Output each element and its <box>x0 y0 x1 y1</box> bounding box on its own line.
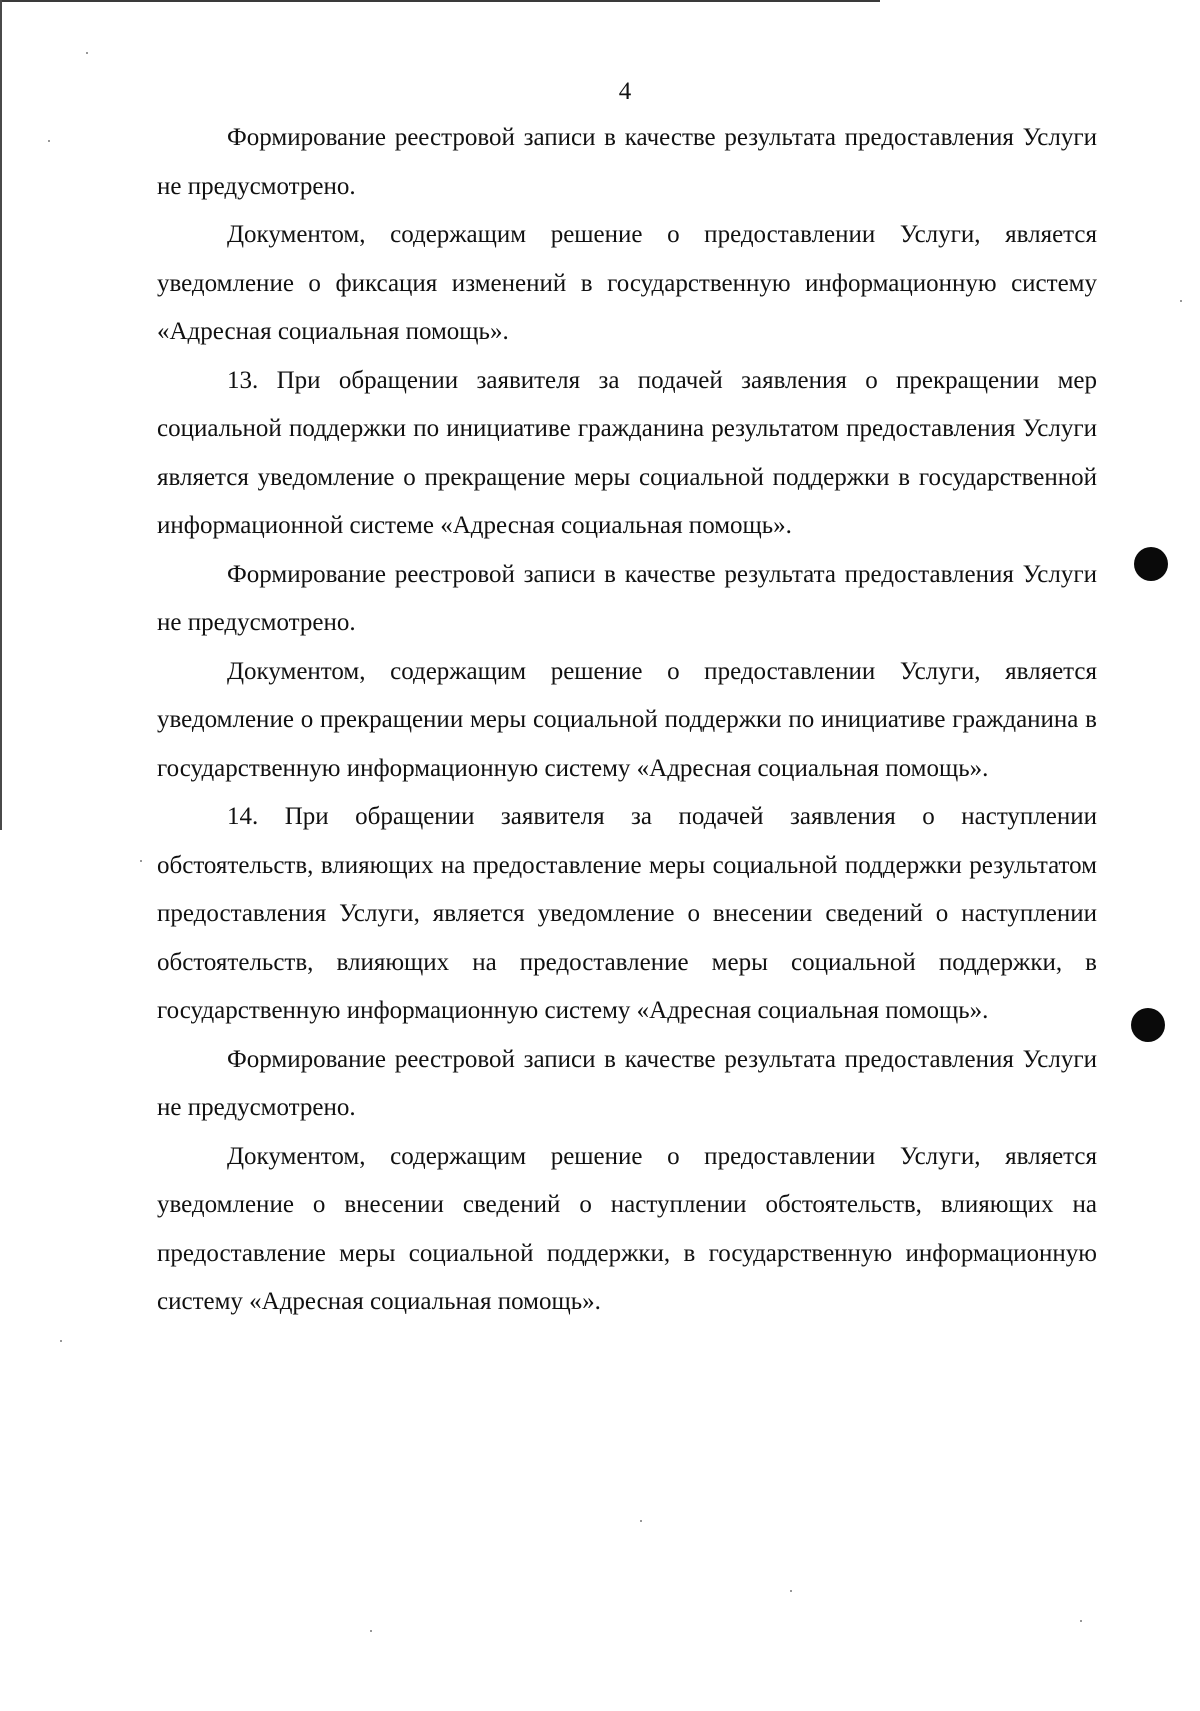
paragraph: Документом, содержащим решение о предоставлении Услуги, является уведомление о прекращении меры социальной поддержки по инициативе гражданина в государственную информационную систему «Адресная социальная помощь». <box>157 657 1097 782</box>
scan-speck <box>370 1630 372 1632</box>
paragraph: Документом, содержащим решение о предоставлении Услуги, является уведомление о фиксация изменений в государственную информационную систему «Адресная социальная помощь». <box>157 221 1097 345</box>
scan-speck <box>790 1590 792 1592</box>
scan-speck <box>640 1520 642 1522</box>
scan-speck <box>1080 1620 1082 1622</box>
document-body <box>157 114 1097 1327</box>
scan-speck <box>140 860 142 862</box>
scan-speck <box>86 52 88 54</box>
scan-edge-top <box>0 0 880 2</box>
punch-hole-icon <box>1134 547 1168 581</box>
paragraph: 14. При обращении заявителя за подачей заявления о наступлении обстоятельств, влияющих на предоставление меры социальной поддержки результатом предоставления Услуги, является уведомление о внесении сведений о наступлении обстоятельств, влияющих на предоставление меры социальной поддержки, в государственную информационную систему «Адресная социальная помощь». <box>157 803 1097 1024</box>
paragraph: 13. При обращении заявителя за подачей заявления о прекращении мер социальной поддержки по инициативе гражданина результатом предоставления Услуги является уведомление о прекращение меры социальной поддержки в государственной информационной системе «Адресная социальная помощь». <box>157 366 1097 539</box>
scan-edge-left <box>0 0 2 830</box>
paragraph: Формирование реестровой записи в качестве результата предоставления Услуги не предусмотрено. <box>157 560 1097 636</box>
scan-speck <box>1180 300 1182 302</box>
page-number: 4 <box>618 78 632 105</box>
paragraph: Формирование реестровой записи в качестве результата предоставления Услуги не предусмотрено. <box>157 1045 1097 1121</box>
scan-speck <box>60 1340 62 1342</box>
paragraph: Формирование реестровой записи в качестве результата предоставления Услуги не предусмотрено. <box>157 124 1097 200</box>
scan-speck <box>48 140 50 142</box>
paragraph: Документом, содержащим решение о предоставлении Услуги, является уведомление о внесении сведений о наступлении обстоятельств, влияющих на предоставление меры социальной поддержки, в государственную информационную систему «Адресная социальная помощь». <box>157 1142 1097 1315</box>
punch-hole-icon <box>1131 1008 1165 1042</box>
